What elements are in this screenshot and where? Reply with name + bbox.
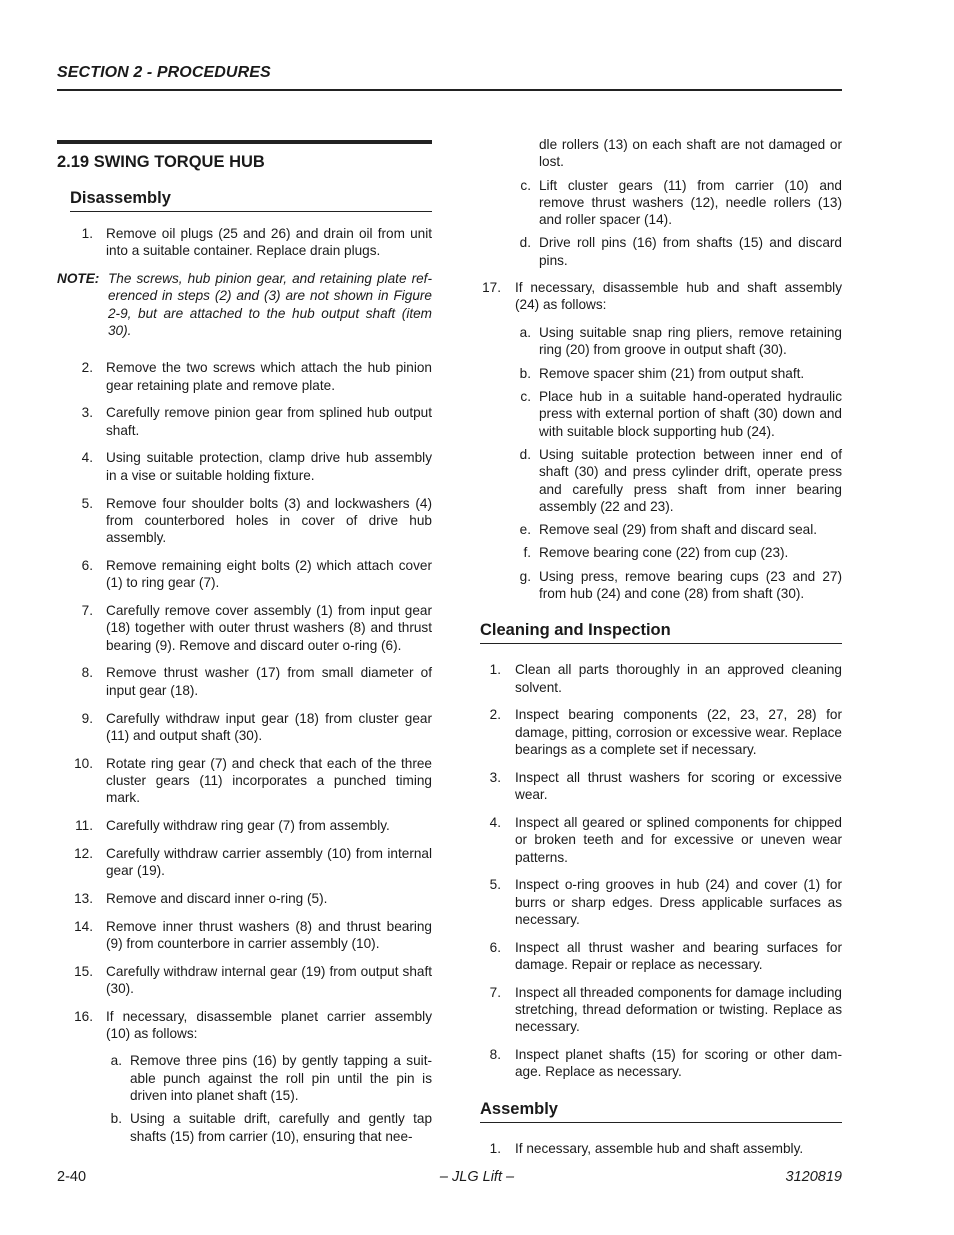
left-column — [57, 140, 432, 1155]
disassembly-steps-a — [57, 225, 432, 260]
right-column — [480, 136, 842, 1168]
list-item: 5. Remove four shoulder bolts (3) and lockwashers (4) from counterbored holes in cover of drive hub assembly. — [81, 495, 432, 546]
list-item: 7. Inspect all threaded components for damage including stretching, thread deformation or twisting. Replace as necessary. — [489, 984, 842, 1035]
sub-list-item: d. Drive roll pins (16) from shafts (15) and discard pins. — [519, 235, 842, 268]
list-item: 4. Inspect all geared or splined components for chipped or broken teeth and for excessive or uneven wear patterns. — [489, 814, 842, 865]
note-block — [57, 270, 432, 339]
sub-list-item: c. Place hub in a suitable hand-operated hydraulic press with external portion of shaft (30) down and with suitable block supporting hub (24). — [520, 389, 842, 439]
disassembly-steps-b — [57, 359, 432, 1145]
list-item: 9. Carefully withdraw input gear (18) from cluster gear (11) and output shaft (30). — [81, 710, 432, 743]
list-item: 4. Using suitable protection, clamp drive hub assembly in a vise or suitable holding fixture. — [81, 450, 432, 483]
list-item: 2. Inspect bearing components (22, 23, 27, 28) for damage, pitting, corrosion or excessive wear. Replace bearings as a complete set if necessary. — [489, 707, 842, 758]
assembly-heading: Assembly — [480, 1099, 842, 1123]
list-item: 3. Inspect all thrust washers for scoring or excessive wear. — [489, 769, 842, 803]
list-item: 1. If necessary, assemble hub and shaft assembly. — [489, 1140, 804, 1156]
section-rule — [57, 140, 432, 144]
document-number: 3120819 — [785, 1169, 842, 1185]
step16-sublist-continued — [480, 177, 842, 269]
header-rule — [57, 89, 842, 91]
sub-list-item: a. Remove three pins (16) by gently tapping a suitable punch against the roll pin until the pin is driven into planet shaft (15). — [110, 1053, 432, 1104]
list-item: 6. Inspect all thrust washer and bearing surfaces for damage. Repair or replace as necessary. — [489, 939, 842, 972]
assembly-steps — [480, 1140, 842, 1157]
list-item: 8. Inspect planet shafts (15) for scoring or other damage. Replace as necessary. — [489, 1047, 842, 1080]
list-item: 13. Remove and discard inner o-ring (5). — [74, 890, 328, 906]
note-text: The screws, hub pinion gear, and retaining plate referenced in steps (2) and (3) are not shown in Figure 2-9, but are attached to the hub output shaft (item 30). — [108, 271, 432, 338]
list-item: 1. Remove oil plugs (25 and 26) and drain oil from unit into a suitable container. Replace drain plugs. — [81, 226, 432, 259]
footer-brand: – JLG Lift – — [439, 1169, 515, 1185]
sub-list-item: a. Using suitable snap ring pliers, remove retaining ring (20) from groove in output shaft (30). — [519, 325, 842, 358]
continued-text: dle rollers (13) on each shaft are not damaged or lost. — [539, 137, 842, 170]
list-item: 16. If necessary, disassemble planet carrier assembly (10) as follows: a. Remove three pins (16) by gently tapping a suitable punch against the roll pin until the pin is driven into planet shaft (15). b. Using a suitable drift, carefully and gently tap shafts (15) from carrier (10), ensuring that nee- — [74, 1008, 432, 1144]
list-item: 11. Carefully withdraw ring gear (7) from assembly. — [75, 818, 390, 834]
list-item: 17. If necessary, disassemble hub and shaft assembly (24) as follows: — [482, 280, 842, 313]
list-item: 8. Remove thrust washer (17) from small diameter of input gear (18). — [81, 665, 432, 698]
step17-sublist — [480, 324, 842, 602]
list-item: 6. Remove remaining eight bolts (2) which attach cover (1) to ring gear (7). — [81, 557, 432, 591]
note-label: NOTE: — [57, 271, 100, 287]
sub-list-item: g. Using press, remove bearing cups (23 and 27) from hub (24) and cone (28) from shaft (30). — [519, 568, 842, 602]
sub-list-item: c. Lift cluster gears (11) from carrier (10) and remove thrust washers (12), needle rollers (13) and roller spacer (14). — [520, 177, 842, 228]
disassembly-heading: Disassembly — [70, 188, 432, 212]
list-item: 1. Clean all parts thoroughly in an approved cleaning solvent. — [489, 662, 842, 695]
list-item: 5. Inspect o-ring grooves in hub (24) and cover (1) for burrs or sharp edges. Dress applicable surfaces as necessary. — [489, 877, 842, 927]
list-item: 10. Rotate ring gear (7) and check that each of the three cluster gears (11) incorporates a punched timing mark. — [74, 755, 432, 806]
cleaning-heading: Cleaning and Inspection — [480, 620, 842, 644]
page-number: 2-40 — [57, 1169, 87, 1185]
sub-list-item: e. Remove seal (29) from shaft and discard seal. — [519, 522, 818, 538]
section-title: 2.19 SWING TORQUE HUB — [57, 153, 265, 171]
step16-sublist — [106, 1052, 432, 1144]
sub-list-item: b. Using a suitable drift, carefully and gently tap shafts (15) from carrier (10), ensuring that nee- — [110, 1111, 432, 1144]
list-item: 14. Remove inner thrust washers (8) and thrust bearing (9) from counterbore in carrier assembly (10). — [74, 918, 432, 951]
list-item: 3. Carefully remove pinion gear from splined hub output shaft. — [81, 405, 432, 438]
list-item: 15. Carefully withdraw internal gear (19) from output shaft (30). — [74, 963, 432, 997]
header-section-title: SECTION 2 - PROCEDURES — [57, 64, 271, 81]
list-item: 2. Remove the two screws which attach the hub pinion gear retaining plate and remove plate. — [81, 360, 432, 393]
list-item: 7. Carefully remove cover assembly (1) from input gear (18) together with outer thrust washers (8) and thrust bearing (9). Remove and discard outer o-ring (6). — [81, 603, 432, 653]
sub-list-item: f. Remove bearing cone (22) from cup (23). — [523, 545, 789, 561]
cleaning-steps — [480, 661, 842, 1080]
disassembly-steps-c — [480, 279, 842, 314]
sub-list-item: b. Remove spacer shim (21) from output shaft. — [519, 365, 805, 381]
sub-list-item: d. Using suitable protection between inner end of shaft (30) and press cylinder drift, operate press and carefully press shaft from inner bearing assembly (22 and 23). — [519, 446, 842, 514]
list-item: 12. Carefully withdraw carrier assembly (10) from internal gear (19). — [74, 845, 432, 879]
